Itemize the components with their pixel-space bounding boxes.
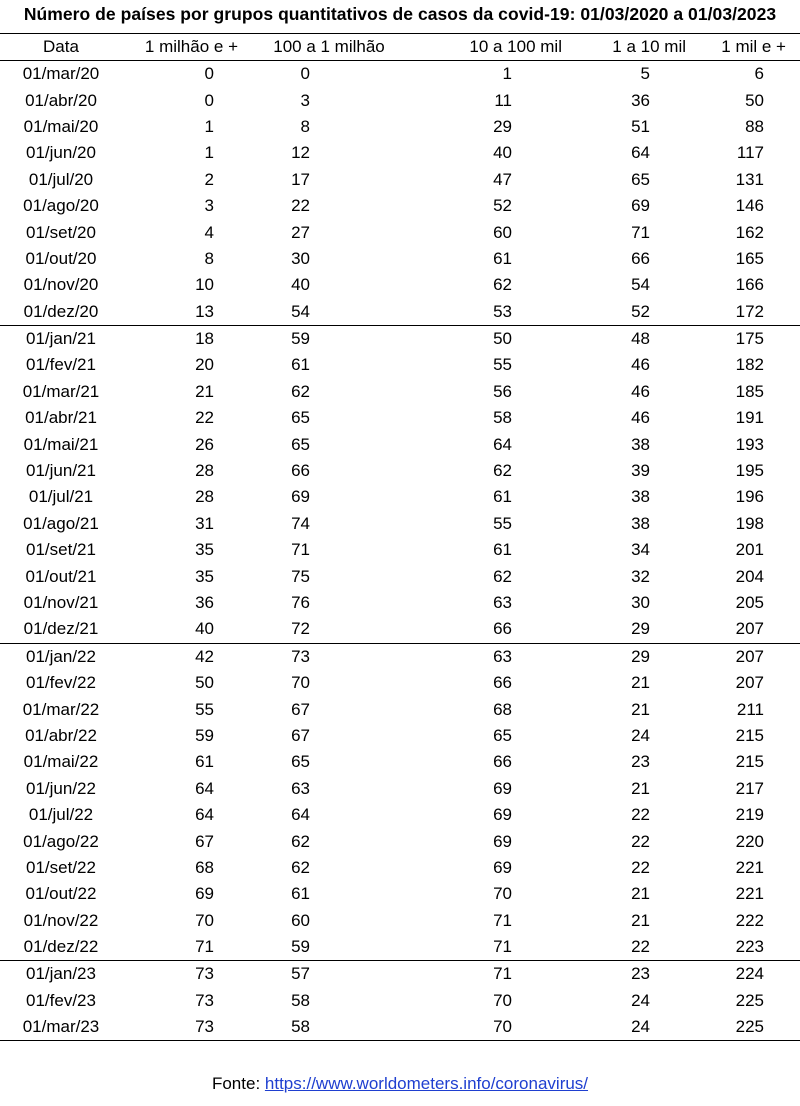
- cell-1-million-plus: 18: [122, 325, 246, 352]
- cell-1-million-plus: 22: [195, 408, 214, 428]
- cell-date: 01/abr/22: [25, 725, 97, 745]
- cell-date: 01/fev/21: [26, 355, 96, 375]
- cell-1-million-plus: 20: [195, 355, 214, 375]
- cell-1k-to-10k: 48: [572, 325, 690, 352]
- cell-1-million-plus: 0: [204, 64, 214, 84]
- source-line: [0, 1074, 800, 1094]
- cell-1-million-plus: 73: [195, 990, 214, 1010]
- cell-1k-to-10k: 24: [631, 990, 650, 1010]
- cell-10k-to-100k: 56: [493, 381, 512, 401]
- cell-1k-plus: 193: [735, 434, 764, 454]
- table-row: [0, 325, 800, 352]
- cell-10k-to-100k: 71: [493, 910, 512, 930]
- cell-date: 01/jan/23: [0, 961, 122, 988]
- cell-1-million-plus: 10: [195, 275, 214, 295]
- table-row: [0, 431, 800, 457]
- cell-1k-plus: 205: [735, 593, 764, 612]
- cell-10k-to-100k: 62: [493, 461, 512, 481]
- table-row: [0, 1014, 800, 1041]
- cell-1k-plus: 162: [735, 222, 764, 242]
- table-row: [0, 776, 800, 802]
- cell-1-million-plus: 73: [122, 961, 246, 988]
- cell-1-million-plus: 61: [195, 752, 214, 772]
- cell-10k-to-100k: 69: [493, 857, 512, 877]
- cell-100k-to-1-million: 61: [291, 884, 310, 904]
- cell-date: 01/out/20: [25, 248, 97, 268]
- cell-date: 01/jun/20: [26, 143, 96, 163]
- cell-100k-to-1-million: 67: [291, 699, 310, 719]
- cell-1k-plus: 175: [690, 325, 800, 352]
- cell-1-million-plus: 69: [195, 884, 214, 904]
- cell-10k-to-100k: 68: [493, 699, 512, 719]
- cell-10k-to-100k: 63: [412, 643, 572, 670]
- table-row: [0, 590, 800, 616]
- cell-1k-plus: 195: [735, 461, 764, 481]
- cell-10k-to-100k: 47: [493, 169, 512, 189]
- table-row: [0, 299, 800, 326]
- cell-10k-to-100k: 66: [493, 619, 512, 639]
- source-label: Fonte:: [211, 1074, 261, 1093]
- cell-10k-to-100k: 71: [412, 961, 572, 988]
- cell-1-million-plus: 28: [195, 461, 214, 481]
- cell-100k-to-1-million: 60: [291, 910, 310, 930]
- cell-100k-to-1-million: 59: [291, 937, 310, 957]
- cell-1k-plus: 198: [735, 513, 764, 533]
- cell-1-million-plus: 26: [195, 434, 214, 454]
- cell-1k-to-10k: 66: [631, 248, 650, 268]
- cell-date: 01/mai/20: [23, 116, 99, 136]
- cell-1k-plus: 185: [735, 381, 764, 401]
- cell-1k-to-10k: 34: [631, 540, 650, 560]
- table-row: [0, 61, 800, 88]
- cell-1k-to-10k: 69: [631, 196, 650, 216]
- cell-1k-to-10k: 24: [572, 1014, 690, 1041]
- cell-1k-to-10k: 22: [631, 831, 650, 851]
- cell-date: 01/ago/22: [23, 831, 99, 851]
- cell-100k-to-1-million: 65: [291, 434, 310, 454]
- cell-1k-to-10k: 38: [631, 513, 650, 533]
- cell-1k-plus: 225: [690, 1014, 800, 1041]
- cell-1k-to-10k: 21: [631, 673, 650, 693]
- cell-10k-to-100k: 55: [493, 513, 512, 533]
- cell-1k-plus: 196: [735, 487, 764, 507]
- cell-1-million-plus: 1: [204, 143, 214, 163]
- cell-100k-to-1-million: 58: [291, 990, 310, 1010]
- cell-10k-to-100k: 70: [493, 884, 512, 904]
- cell-1-million-plus: 35: [195, 566, 214, 586]
- table-title: Número de países por grupos quantitativos de casos da covid-19: 01/03/2020 a 01/03/2023: [23, 4, 777, 24]
- cell-10k-to-100k: 66: [493, 752, 512, 772]
- cell-1k-to-10k: 54: [631, 275, 650, 295]
- column-header-10k-to-100k: 10 a 100 mil: [412, 34, 572, 61]
- table-row: [0, 749, 800, 775]
- cell-date: 01/set/20: [26, 222, 96, 242]
- cell-1k-plus: 204: [735, 566, 764, 586]
- cell-100k-to-1-million: 70: [291, 673, 310, 693]
- cell-1-million-plus: 28: [195, 487, 214, 507]
- cell-100k-to-1-million: 8: [300, 116, 310, 136]
- cell-100k-to-1-million: 71: [291, 540, 310, 560]
- cell-1-million-plus: 64: [195, 778, 214, 798]
- cell-10k-to-100k: 55: [493, 355, 512, 375]
- cell-1k-plus: 225: [735, 990, 764, 1010]
- cell-100k-to-1-million: 66: [291, 461, 310, 481]
- cell-100k-to-1-million: 40: [291, 275, 310, 295]
- cell-date: 01/set/21: [26, 540, 96, 560]
- cell-100k-to-1-million: 62: [291, 831, 310, 851]
- cell-1-million-plus: 59: [195, 725, 214, 745]
- cell-1-million-plus: 4: [204, 222, 214, 242]
- cell-1k-to-10k: 52: [631, 301, 650, 321]
- cell-date: 01/dez/21: [23, 619, 99, 639]
- cell-100k-to-1-million: 61: [291, 355, 310, 375]
- cell-10k-to-100k: 69: [493, 805, 512, 825]
- cell-1-million-plus: 71: [195, 937, 214, 957]
- cell-date: 01/ago/20: [23, 196, 99, 216]
- cell-date: 01/jul/21: [28, 487, 94, 507]
- table-row: [0, 855, 800, 881]
- cell-1k-to-10k: 64: [631, 143, 650, 163]
- cell-date: 01/abr/21: [25, 408, 97, 428]
- cell-1k-to-10k: 32: [631, 566, 650, 586]
- cell-100k-to-1-million: 59: [246, 325, 412, 352]
- table-row: [0, 670, 800, 696]
- cell-date: 01/set/22: [26, 857, 96, 877]
- cell-100k-to-1-million: 65: [291, 752, 310, 772]
- cell-1k-plus: 131: [735, 169, 764, 189]
- cell-date: 01/ago/21: [23, 513, 99, 533]
- cell-10k-to-100k: 70: [493, 990, 512, 1010]
- cell-10k-to-100k: 70: [412, 1014, 572, 1041]
- cell-1k-to-10k: 21: [631, 778, 650, 798]
- cell-date: 01/mai/22: [23, 752, 99, 772]
- cell-date: 01/mar/21: [22, 381, 100, 401]
- table-row: [0, 828, 800, 854]
- table-row: [0, 881, 800, 907]
- cell-date: 01/jan/21: [0, 325, 122, 352]
- cell-10k-to-100k: 69: [493, 831, 512, 851]
- cell-1-million-plus: 35: [195, 540, 214, 560]
- table-row: [0, 511, 800, 537]
- header-row: [0, 34, 800, 61]
- table-row: [0, 934, 800, 961]
- table-row: [0, 405, 800, 431]
- cell-1-million-plus: 21: [195, 381, 214, 401]
- cell-1k-plus: 207: [735, 673, 764, 693]
- cell-1-million-plus: 36: [195, 593, 214, 612]
- cell-100k-to-1-million: 64: [291, 805, 310, 825]
- table-row: [0, 458, 800, 484]
- cell-10k-to-100k: 61: [493, 248, 512, 268]
- cell-date: 01/jun/21: [26, 461, 96, 481]
- cell-date: 01/mar/22: [22, 699, 100, 719]
- table-row: [0, 87, 800, 113]
- table-row: [0, 219, 800, 245]
- cell-100k-to-1-million: 58: [246, 1014, 412, 1041]
- cell-1-million-plus: 42: [122, 643, 246, 670]
- cell-date: 01/mar/20: [22, 64, 100, 84]
- source-link[interactable]: https://www.worldometers.info/coronavirus/: [264, 1074, 589, 1093]
- cell-100k-to-1-million: 54: [291, 301, 310, 321]
- cell-1-million-plus: 13: [195, 301, 214, 321]
- cell-1-million-plus: 70: [195, 910, 214, 930]
- cell-date: 01/fev/23: [26, 990, 96, 1010]
- table-row: [0, 908, 800, 934]
- table-row: [0, 616, 800, 643]
- cell-100k-to-1-million: 17: [291, 169, 310, 189]
- table-row: [0, 140, 800, 166]
- cell-1k-to-10k: 23: [631, 752, 650, 772]
- cell-1k-to-10k: 38: [631, 487, 650, 507]
- cell-date: 01/fev/22: [26, 673, 96, 693]
- cell-100k-to-1-million: 62: [291, 381, 310, 401]
- cell-100k-to-1-million: 22: [291, 196, 310, 216]
- cell-1-million-plus: 55: [195, 699, 214, 719]
- cell-1k-to-10k: 46: [631, 355, 650, 375]
- cell-1k-to-10k: 21: [631, 699, 650, 719]
- cell-100k-to-1-million: 0: [300, 64, 310, 84]
- cell-date: 01/mar/23: [0, 1014, 122, 1041]
- cell-100k-to-1-million: 27: [291, 222, 310, 242]
- cell-10k-to-100k: 61: [493, 487, 512, 507]
- cell-date: 01/mai/21: [23, 434, 99, 454]
- cell-date: 01/nov/20: [23, 275, 99, 295]
- table-row: [0, 272, 800, 298]
- table-row: [0, 352, 800, 378]
- cell-date: 01/nov/22: [23, 910, 99, 930]
- cell-1k-plus: 220: [735, 831, 764, 851]
- data-table: [0, 33, 800, 1041]
- cell-1-million-plus: 50: [195, 673, 214, 693]
- cell-1k-plus: 217: [735, 778, 764, 798]
- table-row: [0, 802, 800, 828]
- cell-100k-to-1-million: 30: [291, 248, 310, 268]
- cell-100k-to-1-million: 67: [291, 725, 310, 745]
- table-row: [0, 961, 800, 988]
- cell-date: 01/nov/21: [23, 593, 99, 612]
- cell-1k-plus: 215: [735, 725, 764, 745]
- table-row: [0, 723, 800, 749]
- table-row: [0, 696, 800, 722]
- cell-1k-plus: 182: [735, 355, 764, 375]
- cell-1-million-plus: 64: [195, 805, 214, 825]
- cell-1-million-plus: 0: [204, 90, 214, 110]
- cell-date: 01/out/22: [25, 884, 97, 904]
- table-row: [0, 246, 800, 272]
- table-row: [0, 537, 800, 563]
- cell-1k-to-10k: 51: [631, 116, 650, 136]
- cell-10k-to-100k: 40: [493, 143, 512, 163]
- column-header-date: Data: [0, 34, 122, 61]
- cell-10k-to-100k: 62: [493, 566, 512, 586]
- cell-1-million-plus: 68: [195, 857, 214, 877]
- cell-1k-to-10k: 21: [631, 910, 650, 930]
- cell-1k-plus: 221: [735, 884, 764, 904]
- cell-10k-to-100k: 62: [493, 275, 512, 295]
- cell-1-million-plus: 2: [204, 169, 214, 189]
- cell-date: 01/jan/22: [0, 643, 122, 670]
- cell-1k-plus: 222: [735, 910, 764, 930]
- cell-date: 01/abr/20: [25, 90, 97, 110]
- cell-10k-to-100k: 71: [493, 937, 512, 957]
- cell-1-million-plus: 73: [122, 1014, 246, 1041]
- cell-10k-to-100k: 11: [494, 90, 512, 110]
- cell-10k-to-100k: 63: [493, 593, 512, 612]
- cell-date: 01/jul/20: [28, 169, 94, 189]
- cell-1k-to-10k: 38: [631, 434, 650, 454]
- cell-100k-to-1-million: 3: [300, 90, 310, 110]
- cell-100k-to-1-million: 74: [291, 513, 310, 533]
- cell-1k-to-10k: 22: [631, 857, 650, 877]
- cell-1k-plus: 146: [735, 196, 764, 216]
- table-row: [0, 563, 800, 589]
- table-row: [0, 167, 800, 193]
- table-row: [0, 193, 800, 219]
- cell-1k-plus: 172: [735, 301, 764, 321]
- cell-100k-to-1-million: 75: [291, 566, 310, 586]
- column-header-1k-to-10k: 1 a 10 mil: [572, 34, 690, 61]
- cell-1k-plus: 50: [745, 90, 764, 110]
- column-header-1k-plus: 1 mil e +: [690, 34, 800, 61]
- cell-1k-to-10k: 23: [572, 961, 690, 988]
- cell-1k-plus: 165: [735, 248, 764, 268]
- cell-1k-plus: 201: [735, 540, 764, 560]
- cell-100k-to-1-million: 57: [246, 961, 412, 988]
- cell-1-million-plus: 31: [195, 513, 214, 533]
- cell-1-million-plus: 1: [204, 116, 214, 136]
- cell-1k-plus: 88: [745, 116, 764, 136]
- cell-1k-plus: 223: [735, 937, 764, 957]
- table-row: [0, 643, 800, 670]
- cell-1k-plus: 207: [735, 619, 764, 639]
- cell-1k-to-10k: 29: [572, 643, 690, 670]
- cell-1k-to-10k: 29: [631, 619, 650, 639]
- cell-1k-to-10k: 65: [631, 169, 650, 189]
- cell-1k-to-10k: 46: [631, 381, 650, 401]
- cell-date: 01/dez/20: [23, 301, 99, 321]
- cell-1k-plus: 215: [735, 752, 764, 772]
- cell-1k-plus: 224: [690, 961, 800, 988]
- cell-10k-to-100k: 58: [493, 408, 512, 428]
- cell-1k-plus: 207: [690, 643, 800, 670]
- cell-100k-to-1-million: 62: [291, 857, 310, 877]
- cell-10k-to-100k: 61: [493, 540, 512, 560]
- cell-1k-to-10k: 71: [631, 222, 650, 242]
- cell-100k-to-1-million: 76: [291, 593, 310, 612]
- cell-1k-to-10k: 22: [631, 937, 650, 957]
- cell-1k-plus: 6: [754, 64, 764, 84]
- cell-1k-to-10k: 21: [631, 884, 650, 904]
- cell-1k-plus: 191: [735, 408, 764, 428]
- cell-1k-to-10k: 36: [631, 90, 650, 110]
- cell-100k-to-1-million: 65: [291, 408, 310, 428]
- cell-10k-to-100k: 60: [493, 222, 512, 242]
- table-body: [0, 61, 800, 1041]
- cell-10k-to-100k: 64: [493, 434, 512, 454]
- cell-date: 01/out/21: [25, 566, 97, 586]
- table-row: [0, 484, 800, 510]
- cell-1k-to-10k: 22: [631, 805, 650, 825]
- column-header-100k-to-1-million: 100 a 1 milhão: [246, 34, 412, 61]
- cell-10k-to-100k: 52: [493, 196, 512, 216]
- cell-1k-plus: 166: [735, 275, 764, 295]
- cell-1k-to-10k: 30: [631, 593, 650, 612]
- column-header-1-million-plus: 1 milhão e +: [122, 34, 246, 61]
- cell-10k-to-100k: 53: [493, 301, 512, 321]
- cell-10k-to-100k: 69: [493, 778, 512, 798]
- cell-1k-to-10k: 24: [631, 725, 650, 745]
- cell-date: 01/dez/22: [23, 937, 99, 957]
- cell-10k-to-100k: 1: [502, 64, 512, 84]
- cell-1-million-plus: 8: [204, 248, 214, 268]
- cell-1k-plus: 221: [735, 857, 764, 877]
- cell-date: 01/jul/22: [28, 805, 94, 825]
- cell-1k-plus: 211: [736, 699, 764, 719]
- cell-100k-to-1-million: 72: [291, 619, 310, 639]
- cell-10k-to-100k: 50: [412, 325, 572, 352]
- cell-100k-to-1-million: 12: [291, 143, 310, 163]
- cell-1k-plus: 219: [735, 805, 764, 825]
- cell-1k-to-10k: 5: [640, 64, 650, 84]
- cell-100k-to-1-million: 63: [291, 778, 310, 798]
- cell-1k-plus: 117: [736, 143, 764, 163]
- table-row: [0, 114, 800, 140]
- table-row: [0, 988, 800, 1014]
- cell-1-million-plus: 40: [195, 619, 214, 639]
- cell-1k-to-10k: 39: [631, 461, 650, 481]
- cell-1-million-plus: 67: [195, 831, 214, 851]
- cell-date: 01/jun/22: [26, 778, 96, 798]
- cell-10k-to-100k: 65: [493, 725, 512, 745]
- cell-1-million-plus: 3: [204, 196, 214, 216]
- cell-100k-to-1-million: 73: [246, 643, 412, 670]
- cell-100k-to-1-million: 69: [291, 487, 310, 507]
- cell-10k-to-100k: 29: [493, 116, 512, 136]
- cell-10k-to-100k: 66: [493, 673, 512, 693]
- table-row: [0, 379, 800, 405]
- cell-1k-to-10k: 46: [631, 408, 650, 428]
